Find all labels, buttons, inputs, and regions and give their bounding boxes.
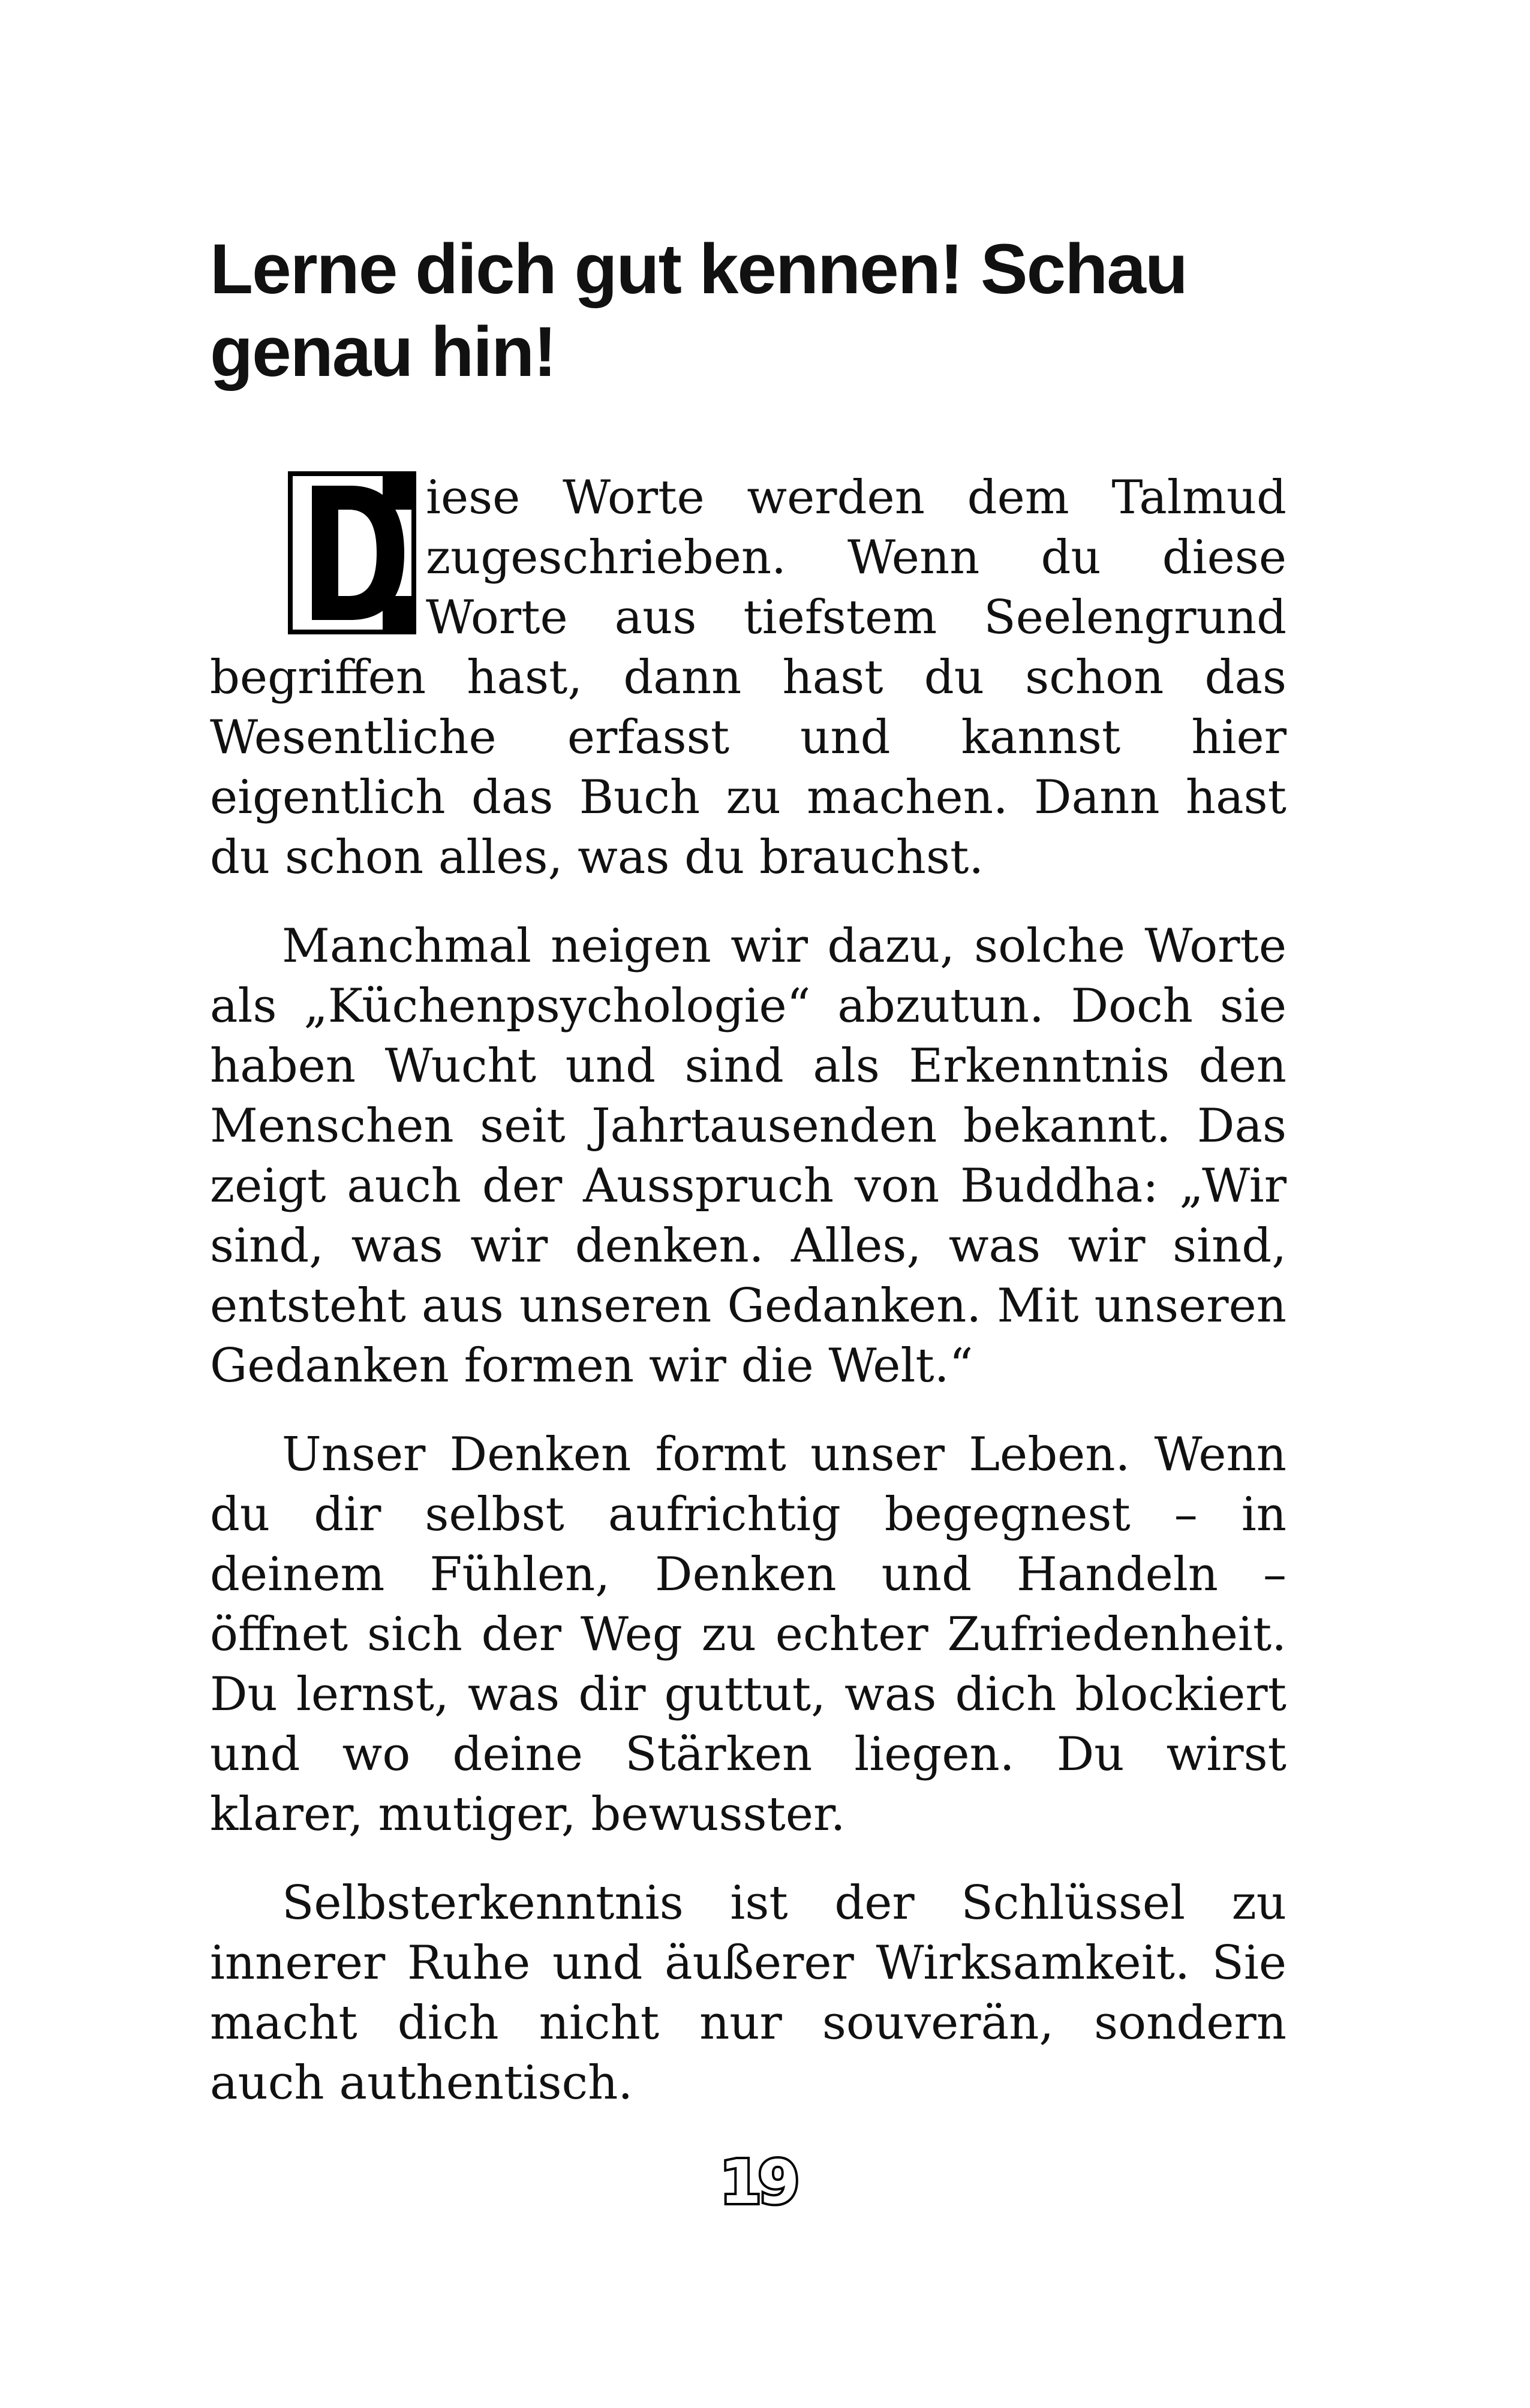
dropcap-frame [288, 471, 416, 634]
page-number [720, 2147, 796, 2217]
paragraph-3: Unser Denken formt unser Leben. Wenn du dir selbst aufrichtig begegnest – in deinem Fühlen, Denken und Handeln – öffnet sich der Weg zu echter Zufriedenheit. Du lernst, was dir guttut, was dich blockiert und wo deine Stärken liegen. Du wirst klarer, mutiger, bewusster. [210, 1428, 1286, 1841]
body-text [210, 468, 1286, 2142]
page-number-text: 19 [720, 2147, 796, 2217]
paragraph-1 [210, 468, 1286, 887]
chapter-heading: Lerne dich gut kennen! Schau genau hin! [210, 230, 1188, 392]
paragraph-2: Manchmal neigen wir dazu, solche Worte als „Küchenpsychologie“ abzutun. Doch sie haben Wucht und sind als Erkenntnis den Menschen seit Jahrtausenden bekannt. Das zeigt auch der Ausspruch von Buddha: „Wir sind, was wir denken. Alles, was wir sind, entsteht aus unseren Gedanken. Mit unseren Gedanken formen wir die Welt.“ [210, 919, 1286, 1393]
paragraph-4: Selbsterkenntnis ist der Schlüssel zu innerer Ruhe und äußerer Wirksamkeit. Sie macht dich nicht nur souverän, sondern auch authentisch. [210, 1876, 1286, 2110]
paragraph-1-text: iese Worte werden dem Talmud zugeschrieben. Wenn du diese Worte aus tiefstem Seelengrund begriffen hast, dann hast du schon das Wesentliche erfasst und kannst hier eigentlich das Buch zu machen. Dann hast du schon alles, was du brauchst. [210, 471, 1286, 884]
dropcap [288, 471, 416, 634]
